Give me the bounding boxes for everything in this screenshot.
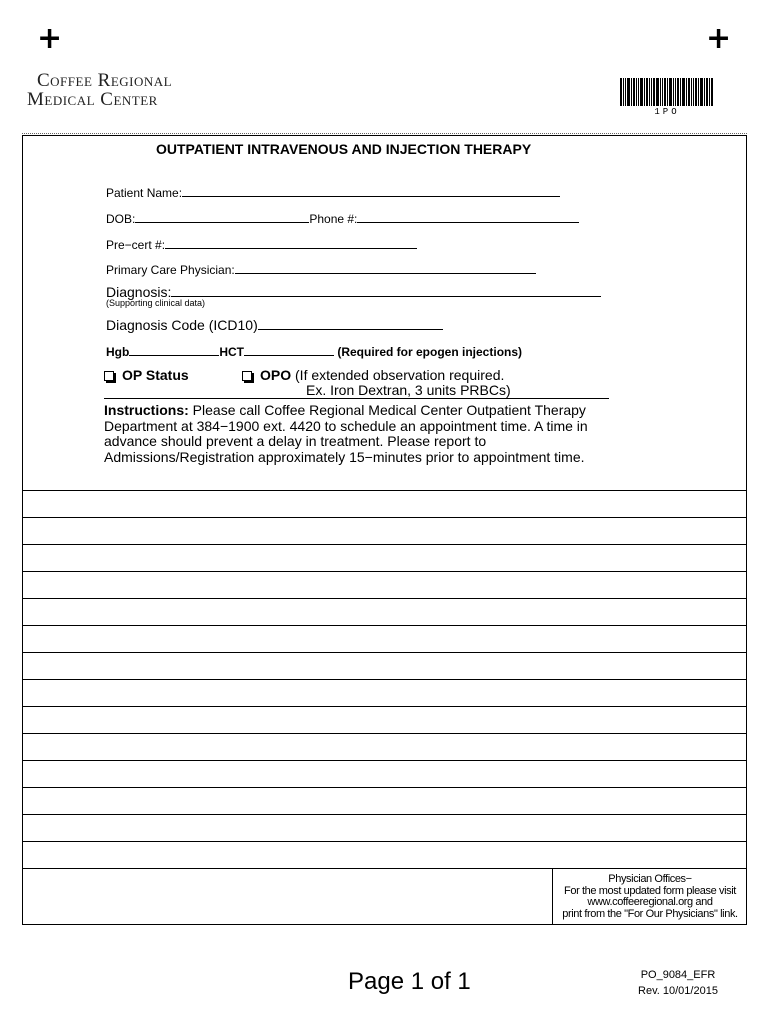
notes-line[interactable] bbox=[22, 760, 747, 761]
precert-row bbox=[106, 236, 417, 252]
opo-option[interactable] bbox=[242, 367, 504, 383]
notes-line[interactable] bbox=[22, 490, 747, 491]
notes-line[interactable] bbox=[22, 625, 747, 626]
phone-field[interactable] bbox=[357, 210, 579, 223]
patient-name-label: Patient Name: bbox=[106, 186, 183, 200]
opo-checkbox[interactable] bbox=[242, 371, 252, 381]
barcode-bars bbox=[620, 78, 714, 106]
opo-example: Ex. Iron Dextran, 3 units PRBCs) bbox=[306, 382, 511, 398]
registration-mark-left: + bbox=[37, 21, 63, 56]
phone-label: Phone #: bbox=[309, 212, 358, 226]
page-number: Page 1 of 1 bbox=[348, 968, 471, 995]
barcode bbox=[620, 78, 714, 117]
notes-line[interactable] bbox=[22, 571, 747, 572]
dob-field[interactable] bbox=[135, 210, 309, 223]
physician-note-line-3: www.coffeeregional.org and bbox=[587, 896, 713, 908]
op-status-label: OP Status bbox=[122, 367, 189, 383]
notes-line[interactable] bbox=[22, 706, 747, 707]
top-divider bbox=[22, 133, 747, 134]
patient-name-row bbox=[106, 184, 560, 200]
notes-line[interactable] bbox=[22, 544, 747, 545]
notes-line[interactable] bbox=[22, 652, 747, 653]
notes-line[interactable] bbox=[22, 787, 747, 788]
notes-line[interactable] bbox=[22, 841, 747, 842]
epogen-note: (Required for epogen injections) bbox=[337, 345, 523, 359]
physician-note-line-4: print from the "For Our Physicians" link. bbox=[562, 907, 738, 920]
notes-line[interactable] bbox=[22, 868, 747, 869]
diagnosis-code-field[interactable] bbox=[258, 316, 443, 330]
form-container bbox=[22, 135, 747, 925]
lab-values-row bbox=[106, 343, 522, 359]
diagnosis-sublabel: (Supporting clinical data) bbox=[106, 298, 206, 308]
precert-field[interactable] bbox=[165, 236, 417, 249]
logo-line-2: Medical Center bbox=[27, 89, 158, 110]
instructions-label: Instructions: bbox=[104, 402, 189, 418]
op-status-option[interactable] bbox=[104, 367, 189, 383]
diagnosis-code-label: Diagnosis Code (ICD10) bbox=[106, 317, 258, 333]
hgb-field[interactable] bbox=[129, 343, 219, 356]
notes-line[interactable] bbox=[22, 814, 747, 815]
opo-note: (If extended observation required. bbox=[295, 367, 505, 383]
instructions-block bbox=[104, 403, 624, 465]
precert-label: Pre−cert #: bbox=[106, 238, 166, 252]
revision-date: Rev. 10/01/2015 bbox=[638, 985, 718, 997]
dob-phone-row bbox=[106, 210, 579, 226]
hct-field[interactable] bbox=[244, 343, 334, 356]
notes-line[interactable] bbox=[22, 679, 747, 680]
diagnosis-code-row bbox=[106, 316, 443, 335]
op-underline bbox=[104, 398, 609, 399]
notes-line[interactable] bbox=[22, 598, 747, 599]
dob-label: DOB: bbox=[106, 212, 136, 226]
hospital-logo bbox=[27, 72, 172, 110]
form-code bbox=[628, 969, 728, 997]
pcp-label: Primary Care Physician: bbox=[106, 263, 235, 277]
patient-name-field[interactable] bbox=[182, 184, 560, 197]
pcp-row bbox=[106, 261, 536, 277]
form-code-text: PO_9084_EFR bbox=[640, 969, 716, 981]
opo-label: OPO bbox=[260, 367, 292, 383]
logo-line-1: Coffee Regional bbox=[37, 70, 173, 91]
op-status-checkbox[interactable] bbox=[104, 371, 114, 381]
physician-note-line-2: For the most updated form please visit bbox=[564, 884, 736, 897]
diagnosis-label: Diagnosis: bbox=[106, 284, 172, 300]
physician-note bbox=[553, 874, 747, 920]
notes-line[interactable] bbox=[22, 517, 747, 518]
form-title: OUTPATIENT INTRAVENOUS AND INJECTION THERAPY bbox=[156, 141, 532, 157]
instructions-text: Please call Coffee Regional Medical Center Outpatient Therapy Department at 384−1900 ext. 4420 to schedule an appointment time. A time in advance should prevent a delay in treatment. Please report to Admissions/Registration approximately 15−minutes prior to appointment time. bbox=[104, 402, 588, 465]
physician-note-line-1: Physician Offices− bbox=[608, 873, 692, 885]
notes-line[interactable] bbox=[22, 733, 747, 734]
hct-label: HCT bbox=[219, 345, 244, 359]
pcp-field[interactable] bbox=[235, 261, 536, 274]
registration-mark-right: + bbox=[706, 21, 732, 56]
barcode-label: 1PO bbox=[654, 107, 680, 117]
hgb-label: Hgb bbox=[106, 345, 130, 359]
diagnosis-field[interactable] bbox=[171, 283, 601, 297]
